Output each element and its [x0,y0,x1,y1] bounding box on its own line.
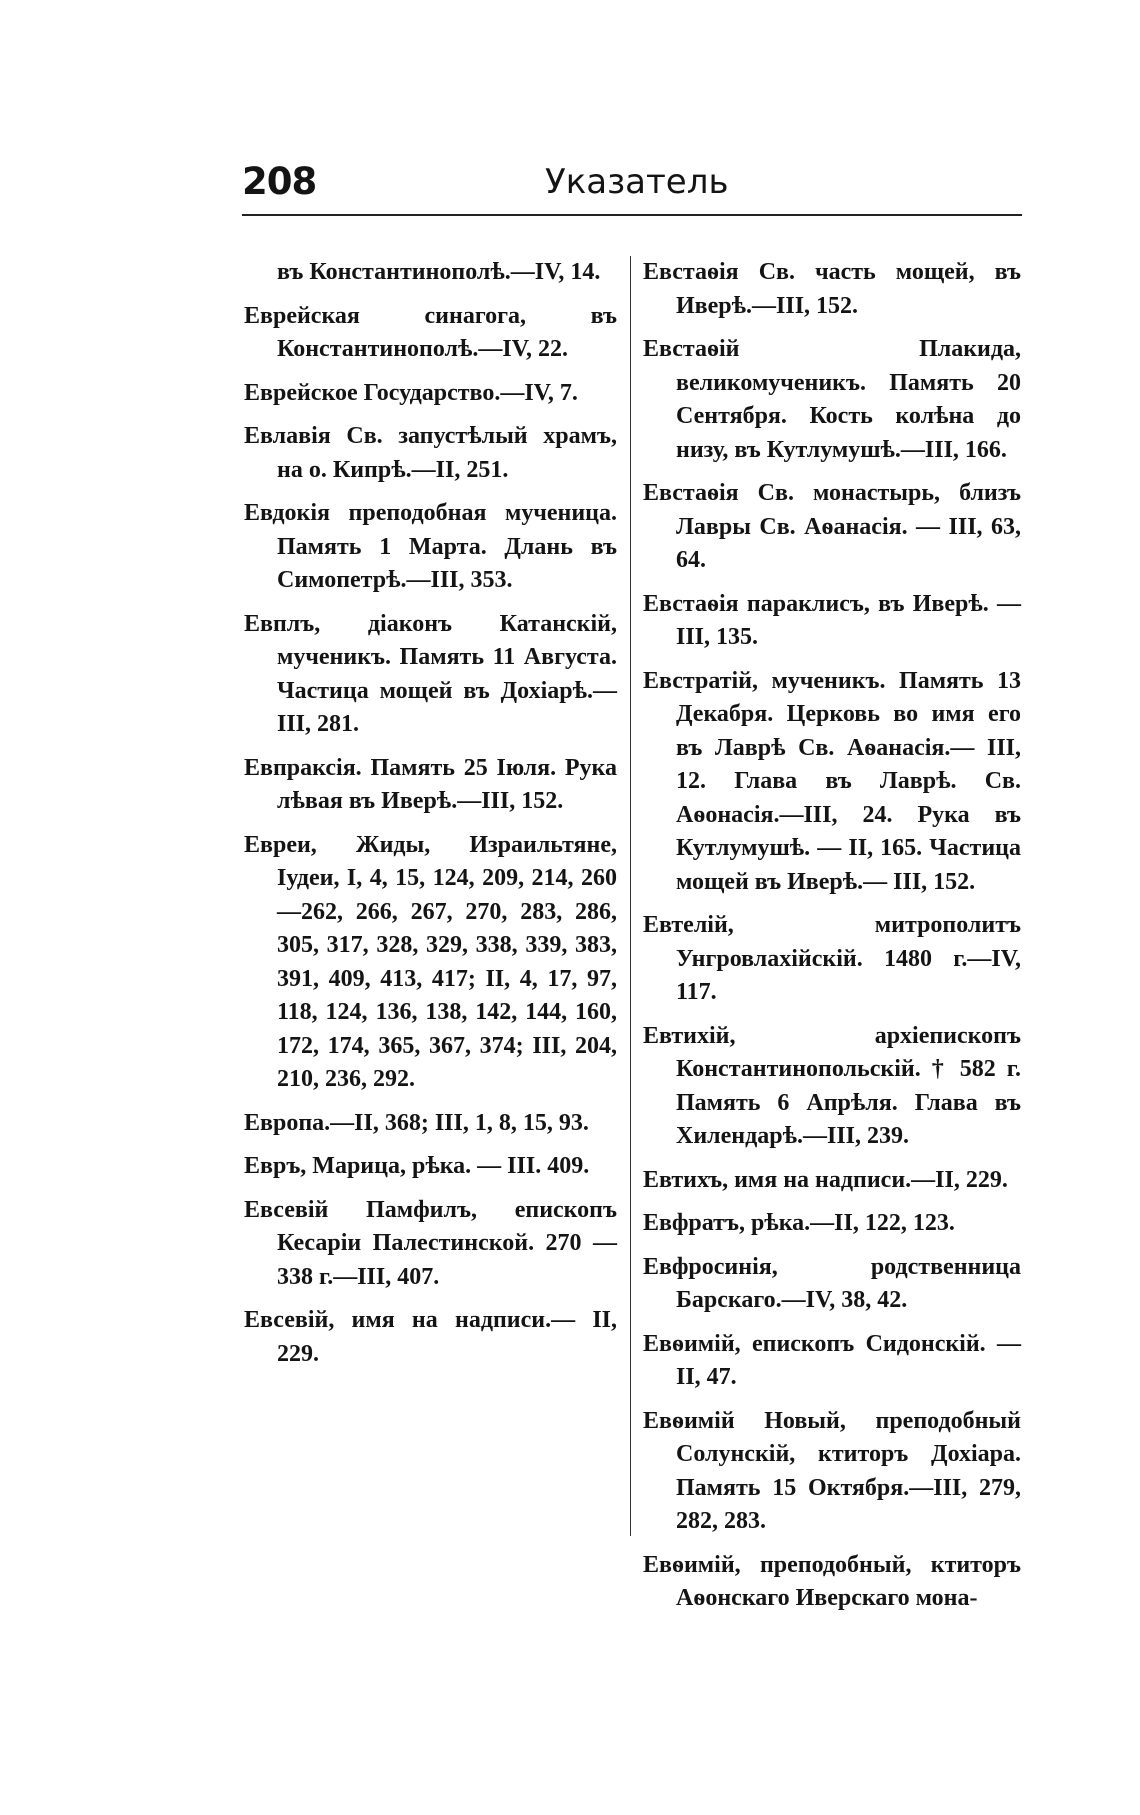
index-entry: Европа.—II, 368; III, 1, 8, 15, 93. [244,1109,589,1136]
index-entry: Евѳимій, епископъ Сидонскій. —II, 47. [643,1330,1021,1390]
index-entry: въ Константинополѣ.—IV, 14. [277,259,601,285]
index-entry: Евстаѳія Св. монастырь, близъ Лавры Св. Аѳанасія. — III, 63, 64. [643,480,1021,573]
header-rule [242,214,1022,216]
index-entry: Евстратій, мученикъ. Память 13 Декабря. Церковь во имя его въ Лаврѣ Св. Аѳанасія.— III, 12. Глава въ Лаврѣ. Св. Аѳонасія.—III, 24. Рука въ Кутлумушѣ. — II, 165. Частица мощей въ Иверѣ.— III, 152. [643,667,1021,895]
index-entry: Еврейское Государство.—IV, 7. [244,379,578,406]
index-entry: Евпраксія. Память 25 Іюля. Рука лѣвая въ Иверѣ.—III, 152. [244,754,617,814]
index-entry: Евдокія преподобная мученица. Память 1 Марта. Длань въ Симопетрѣ.—III, 353. [244,500,617,593]
index-column-left [244,256,617,1381]
index-entry: Евтихій, архіепископъ Константинопольскій. † 582 г. Память 6 Апрѣля. Глава въ Хилендарѣ.—III, 239. [643,1022,1021,1149]
index-entry: Евтихъ, имя на надписи.—II, 229. [643,1166,1008,1193]
column-divider [630,256,631,1536]
index-entry: Евѳимій, преподобный, ктиторъ Аѳонскаго Иверскаго мона- [643,1551,1021,1611]
index-entry: Еврейская синагога, въ Константинополѣ.—IV, 22. [244,302,617,362]
index-entry: Евфросинія, родственница Барскаго.—IV, 38, 42. [643,1253,1021,1313]
index-entry: Евсевій, имя на надписи.— II, 229. [244,1307,617,1367]
index-entry: Евреи, Жиды, Израильтяне, Іудеи, I, 4, 15, 124, 209, 214, 260—262, 266, 267, 270, 283, 286, 305, 317, 328, 329, 338, 339, 383, 391, 409, 413, 417; II, 4, 17, 97, 118, 124, 136, 138, 142, 144, 160, 172, 174, 365, 367, 374; III, 204, 210, 236, 292. [244,831,617,1092]
index-entry: Евфратъ, рѣка.—II, 122, 123. [643,1210,955,1236]
page-number: 208 [242,160,317,203]
index-entry: Евѳимій Новый, преподобный Солунскій, ктиторъ Дохіара. Память 15 Октября.—III, 279, 282, 283. [643,1407,1021,1534]
index-entry: Евсевій Памфилъ, епископъ Кесаріи Палестинской. 270 —338 г.—III, 407. [244,1196,617,1290]
running-title: Указатель [545,162,729,202]
index-column-right [643,256,1021,1626]
index-entry: Евръ, Марица, рѣка. — III. 409. [244,1153,590,1179]
index-entry: Евстаѳій Плакида, великомученикъ. Память 20 Сентября. Кость колѣна до низу, въ Кутлумушѣ.—III, 166. [643,336,1021,463]
index-entry: Евплъ, діаконъ Катанскій, мученикъ. Память 11 Августа. Частица мощей въ Дохіарѣ.—III, 281. [244,610,617,737]
index-entry: Евлавія Св. запустѣлый храмъ, на о. Кипрѣ.—II, 251. [244,423,617,483]
index-entry: Евтелій, митрополитъ Унгровлахійскій. 1480 г.—IV, 117. [643,912,1021,1005]
index-entry: Евстаѳія Св. часть мощей, въ Иверѣ.—III, 152. [643,259,1021,319]
index-entry: Евстаѳія параклисъ, въ Иверѣ. —III, 135. [643,590,1021,650]
